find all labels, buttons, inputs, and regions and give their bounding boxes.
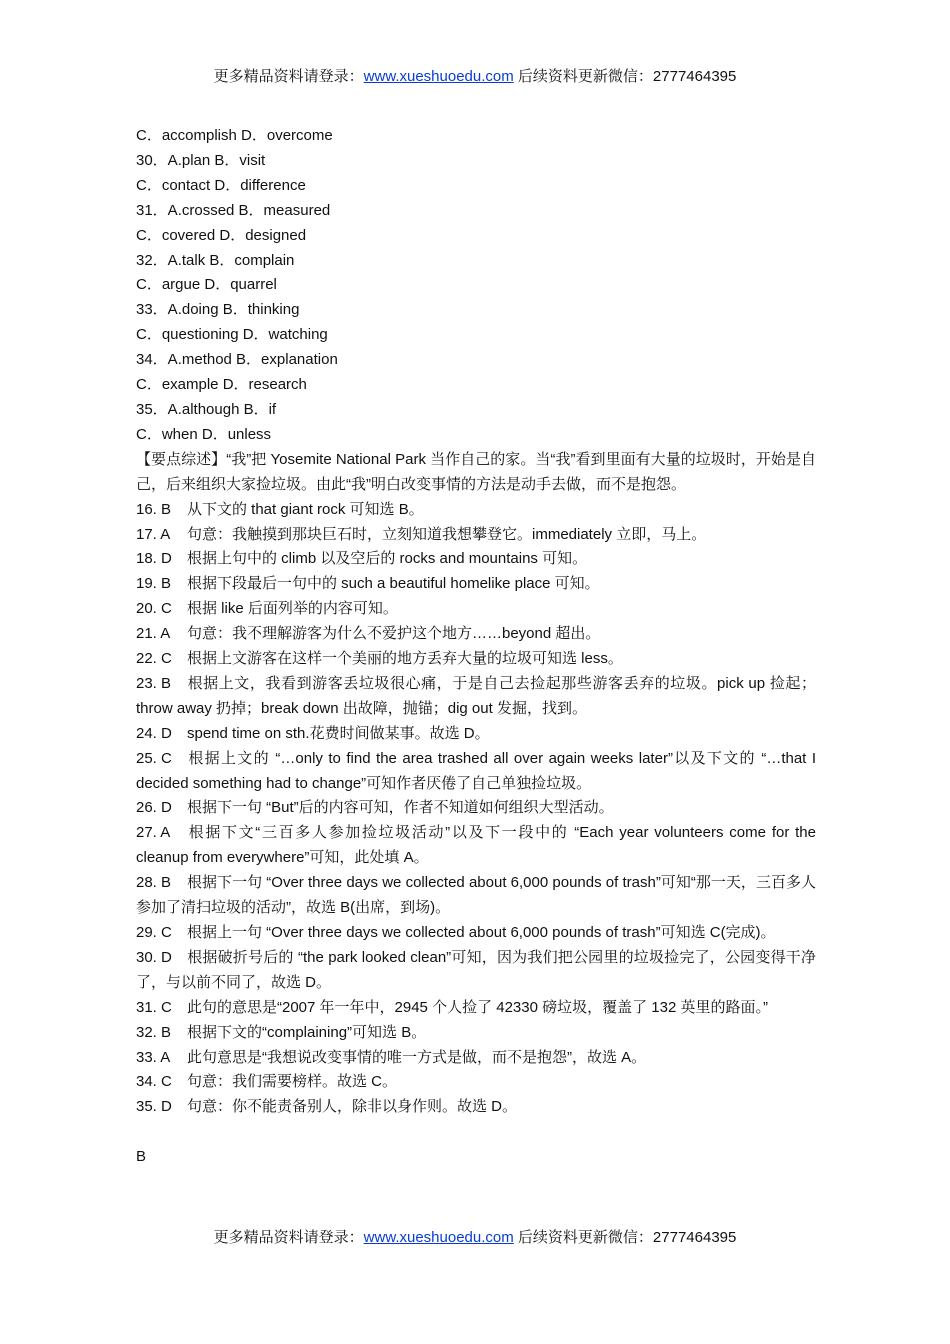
answer-number: 30. D xyxy=(136,948,172,966)
answer-item xyxy=(136,946,816,996)
answer-item xyxy=(136,498,816,523)
option-line: C．argue D．quarrel xyxy=(136,276,277,294)
answer-explanation: 根据上文，我看到游客丢垃圾很心痛，于是自己去捡起那些游客丢弃的垃圾。pick up 捡起；throw away 扔掉；break down 出故障，抛锚；dig out 发掘，找到。 xyxy=(136,674,816,717)
answer-number: 21. A xyxy=(136,625,171,643)
answer-item xyxy=(136,722,816,747)
answer-explanation: 根据上文游客在这样一个美丽的地方丢弃大量的垃圾可知选 less。 xyxy=(187,650,623,668)
header-link[interactable]: www.xueshuoedu.com xyxy=(363,68,514,85)
answer-number: 25. C xyxy=(136,749,172,767)
answer-item xyxy=(136,747,816,797)
answer-item xyxy=(136,572,816,597)
answer-explanation: 根据破折号后的 “the park looked clean”可知，因为我们把公园里的垃圾捡完了，公园变得干净了，与以前不同了，故选 D。 xyxy=(136,948,816,991)
option-line: 35．A.although B．if xyxy=(136,400,277,418)
option-line: C．questioning D．watching xyxy=(136,326,328,344)
option-line: C．accomplish D．overcome xyxy=(136,127,333,144)
answer-explanation: 此句的意思是“2007 年一年中，2945 个人捡了 42330 磅垃圾，覆盖了 132 英里的路面。” xyxy=(187,998,768,1016)
answer-number: 24. D xyxy=(136,724,172,742)
answer-number: 20. C xyxy=(136,600,172,618)
header-suffix: 后续资料更新微信：2777464395 xyxy=(513,68,737,85)
answer-item xyxy=(136,821,816,871)
answer-explanation: 根据 like 后面列举的内容可知。 xyxy=(187,600,398,618)
answer-explanation: 句意：我不理解游客为什么不爱护这个地方……beyond 超出。 xyxy=(187,625,601,643)
answer-item xyxy=(136,547,816,572)
answer-explanation: 根据上句中的 climb 以及空后的 rocks and mountains 可知。 xyxy=(187,550,588,568)
answer-number: 27. A xyxy=(136,824,171,842)
answer-number: 32. B xyxy=(136,1023,172,1041)
option-line: C．when D．unless xyxy=(136,425,272,443)
answer-explanation: 此句意思是“我想说改变事情的唯一方式是做，而不是抱怨”，故选 A。 xyxy=(187,1048,647,1066)
answer-explanation: 根据上文的 “…only to find the area trashed all over again weeks later”以及下文的 “…that I decided something had to change”可知作者厌倦了自己单独捡垃圾。 xyxy=(136,749,816,792)
answer-explanation: 根据下文“三百多人参加捡垃圾活动”以及下一段中的 “Each year volunteers come for the cleanup from everywhere”可知，此处填 A。 xyxy=(136,824,816,867)
answer-number: 18. D xyxy=(136,550,172,568)
option-line: 34．A.method B．explanation xyxy=(136,351,338,369)
footer-suffix: 后续资料更新微信：2777464395 xyxy=(513,1229,737,1246)
answer-explanation: 句意：我触摸到那块巨石时，立刻知道我想攀登它。immediately 立即，马上。 xyxy=(187,525,707,543)
answer-explanation: 句意：我们需要榜样。故选 C。 xyxy=(187,1073,398,1091)
header-prefix: 更多精品资料请登录： xyxy=(213,68,364,85)
answer-number: 28. B xyxy=(136,874,172,892)
blank-line xyxy=(136,1120,816,1145)
answer-number: 35. D xyxy=(136,1098,172,1116)
answer-number: 33. A xyxy=(136,1048,171,1066)
answer-item xyxy=(136,647,816,672)
option-line: 33．A.doing B．thinking xyxy=(136,301,300,319)
footer-link[interactable]: www.xueshuoedu.com xyxy=(363,1229,514,1246)
answer-item xyxy=(136,597,816,622)
answer-number: 29. C xyxy=(136,924,172,941)
answer-explanation: 根据下一句 “Over three days we collected about 6,000 pounds of trash”可知“那一天，三百多人参加了清扫垃圾的活动”，故选 B(出席，到场)。 xyxy=(136,874,816,917)
answer-explanation: 根据下文的“complaining”可知选 B。 xyxy=(187,1023,427,1041)
answer-number: 17. A xyxy=(136,525,171,543)
answer-item xyxy=(136,996,816,1021)
answer-item xyxy=(136,1095,816,1120)
answer-explanation: 句意：你不能责备别人，除非以身作则。故选 D。 xyxy=(187,1098,518,1116)
option-line: C．covered D．designed xyxy=(136,226,307,244)
option-line: 30．A.plan B．visit xyxy=(136,151,266,169)
option-line: 31．A.crossed B．measured xyxy=(136,201,331,219)
answer-explanation: 根据下一句 “But”后的内容可知，作者不知道如何组织大型活动。 xyxy=(187,799,614,817)
answer-number: 31. C xyxy=(136,998,172,1016)
document-body xyxy=(136,124,816,1170)
answer-explanation: 根据下段最后一句中的 such a beautiful homelike place 可知。 xyxy=(187,575,600,593)
answer-number: 23. B xyxy=(136,674,172,692)
answer-item xyxy=(136,672,816,722)
answer-item xyxy=(136,871,816,921)
summary-paragraph: 【要点综述】“我”把 Yosemite National Park 当作自己的家。当“我”看到里面有大量的垃圾时，开始是自己，后来组织大家捡垃圾。由此“我”明白改变事情的方法是动手去做，而不是抱怨。 xyxy=(136,450,816,493)
section-label: B xyxy=(136,1148,147,1166)
answer-explanation: spend time on sth.花费时间做某事。故选 D。 xyxy=(187,724,490,742)
page-footer xyxy=(0,1228,950,1248)
answer-number: 16. B xyxy=(136,500,172,518)
option-line: C．contact D．difference xyxy=(136,176,306,194)
option-line: 32．A.talk B．complain xyxy=(136,251,295,269)
footer-prefix: 更多精品资料请登录： xyxy=(213,1229,364,1246)
answer-number: 19. B xyxy=(136,575,172,593)
answer-explanation: 从下文的 that giant rock 可知选 B。 xyxy=(187,500,424,518)
answer-item xyxy=(136,1070,816,1095)
answer-number: 34. C xyxy=(136,1073,172,1091)
option-line: C．example D．research xyxy=(136,376,307,394)
answer-item xyxy=(136,1021,816,1046)
answer-item xyxy=(136,921,816,946)
answer-item xyxy=(136,622,816,647)
page-header xyxy=(0,67,950,87)
answer-item xyxy=(136,1046,816,1071)
answer-item xyxy=(136,796,816,821)
answer-item xyxy=(136,523,816,548)
answer-number: 26. D xyxy=(136,799,172,817)
answer-explanation: 根据上一句 “Over three days we collected about 6,000 pounds of trash”可知选 C(完成)。 xyxy=(187,924,776,941)
answer-number: 22. C xyxy=(136,650,172,668)
